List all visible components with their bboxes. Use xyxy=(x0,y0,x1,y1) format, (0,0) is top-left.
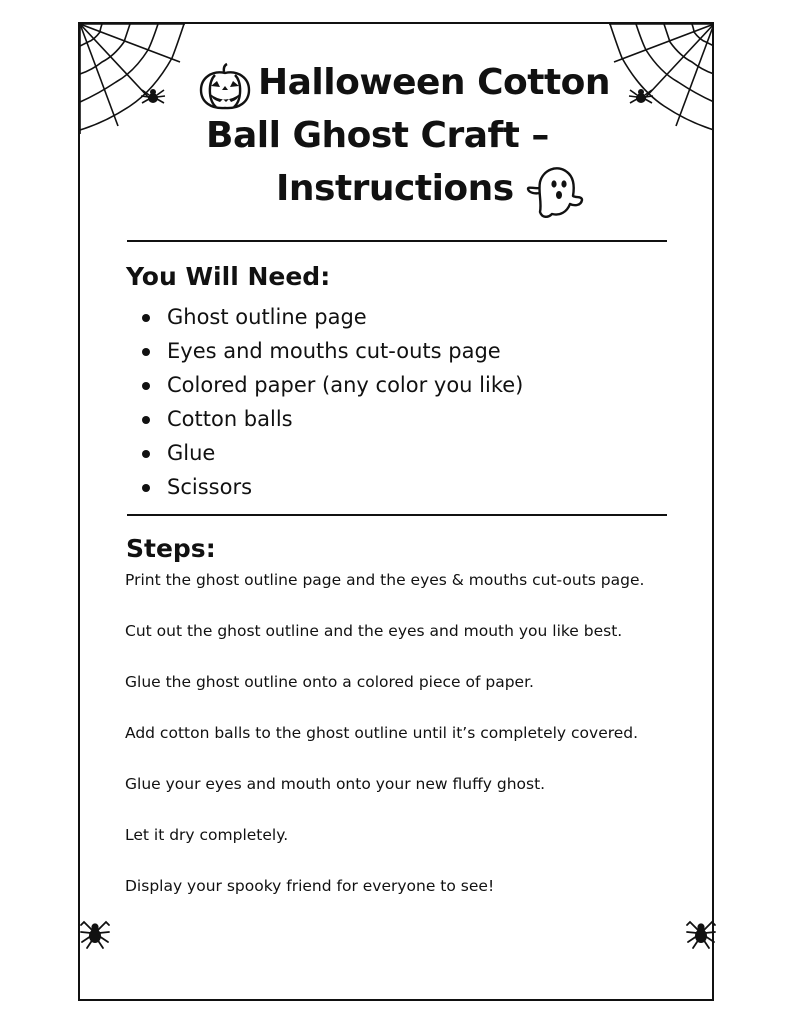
supply-label: Colored paper (any color you like) xyxy=(167,373,524,397)
list-item xyxy=(140,470,523,504)
title-line-1: Halloween Cotton xyxy=(258,62,611,103)
bullet-icon xyxy=(142,348,150,356)
bullet-icon xyxy=(142,382,150,390)
steps-list xyxy=(125,568,645,925)
spiderweb-icon-top-left xyxy=(80,24,190,136)
spider-icon-top-left xyxy=(139,86,167,108)
list-item xyxy=(140,368,523,402)
bullet-icon xyxy=(142,450,150,458)
pumpkin-icon xyxy=(198,62,252,112)
list-item xyxy=(140,436,523,470)
supplies-heading: You Will Need: xyxy=(126,262,331,291)
supply-label: Cotton balls xyxy=(167,407,293,431)
list-item xyxy=(140,300,523,334)
supply-label: Ghost outline page xyxy=(167,305,367,329)
step-1: Print the ghost outline page and the eyes & mouths cut-outs page. xyxy=(125,571,645,589)
divider-middle xyxy=(127,514,667,516)
bullet-icon xyxy=(142,484,150,492)
step-2: Cut out the ghost outline and the eyes and mouth you like best. xyxy=(125,622,623,640)
list-item xyxy=(140,334,523,368)
spider-icon-bottom-right xyxy=(684,916,718,952)
supply-label: Eyes and mouths cut-outs page xyxy=(167,339,501,363)
supplies-list xyxy=(140,300,523,504)
spider-icon-bottom-left xyxy=(78,916,112,952)
bullet-icon xyxy=(142,416,150,424)
supply-label: Scissors xyxy=(167,475,253,499)
title-line-2: Ball Ghost Craft – xyxy=(206,115,549,156)
step-7: Display your spooky friend for everyone to see! xyxy=(125,877,495,895)
step-3: Glue the ghost outline onto a colored piece of paper. xyxy=(125,673,534,691)
steps-heading: Steps: xyxy=(126,534,216,563)
supply-label: Glue xyxy=(167,441,216,465)
bullet-icon xyxy=(142,314,150,322)
list-item xyxy=(140,402,523,436)
step-6: Let it dry completely. xyxy=(125,826,289,844)
title-line-3: Instructions xyxy=(276,168,514,209)
step-4: Add cotton balls to the ghost outline until it’s completely covered. xyxy=(125,724,639,742)
step-5: Glue your eyes and mouth onto your new fluffy ghost. xyxy=(125,775,546,793)
divider-top xyxy=(127,240,667,242)
